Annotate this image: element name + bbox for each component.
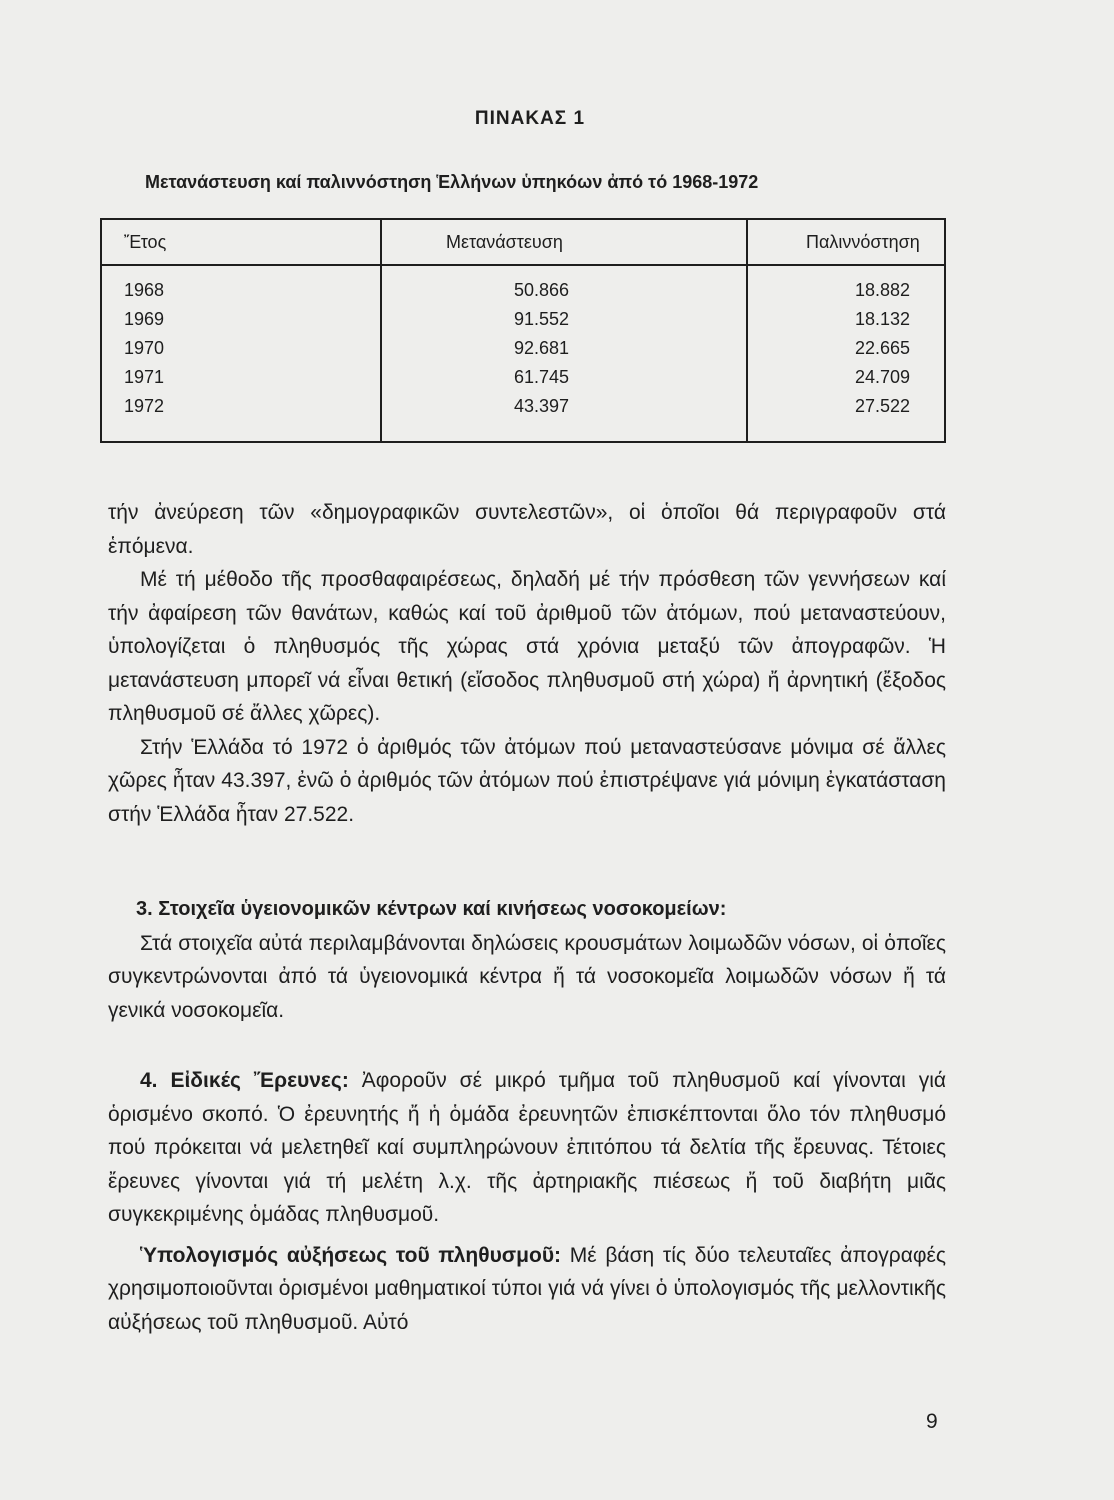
table-heading: ΠΙΝΑΚΑΣ 1 xyxy=(474,108,586,129)
table-row xyxy=(101,363,945,392)
section-heading-special-surveys: 4. Εἰδικές Ἔρευνες: xyxy=(140,1069,349,1092)
body-text xyxy=(108,496,946,831)
paragraph-method: Μέ τή μέθοδο τῆς προσθαφαιρέσεως, δηλαδή μέ τήν πρόσθεση τῶν γεννήσεων καί τήν ἀφαίρεση τῶν θανάτων, καθώς καί τοῦ ἀριθμοῦ τῶν ἀτόμων, πού μεταναστεύουν, ὑπολογίζεται ὁ πληθυσμός τῆς χώρας στά χρόνια μεταξύ τῶν ἀπογραφῶν. Ἡ μετανάστευση μπορεῖ νά εἶναι θετική (εἴσοδος πληθυσμοῦ στή χώρα) ἤ ἀρνητική (ἔξοδος πληθυσμοῦ σέ ἄλλες χῶρες). xyxy=(108,568,946,725)
paragraph-continuation: τήν ἀνεύρεση τῶν «δημογραφικῶν συντελεστῶν», οἱ ὁποῖοι θά περιγραφοῦν στά ἑπόμενα. xyxy=(108,501,946,558)
cell-emigration: 43.397 xyxy=(381,392,747,442)
cell-emigration: 61.745 xyxy=(381,363,747,392)
cell-year: 1969 xyxy=(101,305,381,334)
table-row xyxy=(101,305,945,334)
table-row xyxy=(101,392,945,442)
cell-repatriation: 18.132 xyxy=(747,305,945,334)
population-growth-text: Μέ βάση τίς δύο τελευταῖες ἀπογραφές χρησιμοποιοῦνται ὁρισμένοι μαθηματικοί τύποι γιά νά γίνει ὁ ὑπολογισμός τῆς μελλοντικῆς αὐξήσεως τοῦ πληθυσμοῦ. Αὐτό xyxy=(108,1243,946,1334)
paragraph-greece-1972: Στήν Ἑλλάδα τό 1972 ὁ ἀριθμός τῶν ἀτόμων πού μεταναστεύσανε μόνιμα σέ ἄλλες χῶρες ἦταν 43.397, ἐνῶ ὁ ἀριθμός τῶν ἀτόμων πού ἐπιστρέψανε γιά μόνιμη ἐγκατάσταση στήν Ἑλλάδα ἦταν 27.522. xyxy=(108,735,946,826)
migration-table xyxy=(100,218,946,443)
page-number: 9 xyxy=(926,1410,938,1433)
table-row xyxy=(101,334,945,363)
table-header-row xyxy=(101,219,945,265)
special-surveys-text: Ἀφοροῦν σέ μικρό τμῆμα τοῦ πληθυσμοῦ καί γίνονται γιά ὁρισμένο σκοπό. Ὁ ἐρευνητής ἤ ἡ ὁμάδα ἐρευνητῶν ἐπισκέπτονται ὅλο τόν πληθυσμό πού πρόκειται νά μελετηθεῖ καί συμπληρώνουν ἐπιτόπου τά δελτία τῆς ἔρευνας. Τέτοιες ἔρευνες γίνονται γιά τή μελέτη λ.χ. τῆς ἀρτηριακῆς πιέσεως ἤ τοῦ διαβήτη μιᾶς συγκεκριμένης ὁμάδας πληθυσμοῦ. xyxy=(108,1069,946,1226)
paragraph-population-growth xyxy=(108,1239,946,1340)
paragraph-health-data: Στά στοιχεῖα αὐτά περιλαμβάνονται δηλώσεις κρουσμάτων λοιμωδῶν νόσων, οἱ ὁποῖες συγκεντρώνονται ἀπό τά ὑγειονομικά κέντρα ἤ τά νοσοκομεῖα λοιμωδῶν νόσων ἤ τά γενικά νοσοκομεῖα. xyxy=(108,931,946,1022)
cell-repatriation: 24.709 xyxy=(747,363,945,392)
paragraph-special-surveys xyxy=(108,1064,946,1232)
section-3 xyxy=(108,893,946,1027)
cell-year: 1971 xyxy=(101,363,381,392)
cell-year: 1972 xyxy=(101,392,381,442)
table-caption: Μετανάστευση καί παλιννόστηση Ἑλλήνων ὑπηκόων ἀπό τό 1968-1972 xyxy=(145,172,759,192)
cell-repatriation: 22.665 xyxy=(747,334,945,363)
cell-emigration: 92.681 xyxy=(381,334,747,363)
column-header-year: Ἔτος xyxy=(101,219,381,265)
section-4 xyxy=(108,1064,946,1339)
cell-emigration: 91.552 xyxy=(381,305,747,334)
cell-year: 1970 xyxy=(101,334,381,363)
section-heading-health-centers: 3. Στοιχεῖα ὑγειονομικῶν κέντρων καί κινήσεως νοσοκομείων: xyxy=(136,898,727,920)
cell-repatriation: 18.882 xyxy=(747,265,945,305)
section-heading-population-growth: Ὑπολογισμός αὐξήσεως τοῦ πληθυσμοῦ: xyxy=(140,1243,562,1267)
cell-emigration: 50.866 xyxy=(381,265,747,305)
column-header-emigration: Μετανάστευση xyxy=(381,219,747,265)
column-header-repatriation: Παλιννόστηση xyxy=(747,219,945,265)
table-row xyxy=(101,265,945,305)
cell-year: 1968 xyxy=(101,265,381,305)
cell-repatriation: 27.522 xyxy=(747,392,945,442)
